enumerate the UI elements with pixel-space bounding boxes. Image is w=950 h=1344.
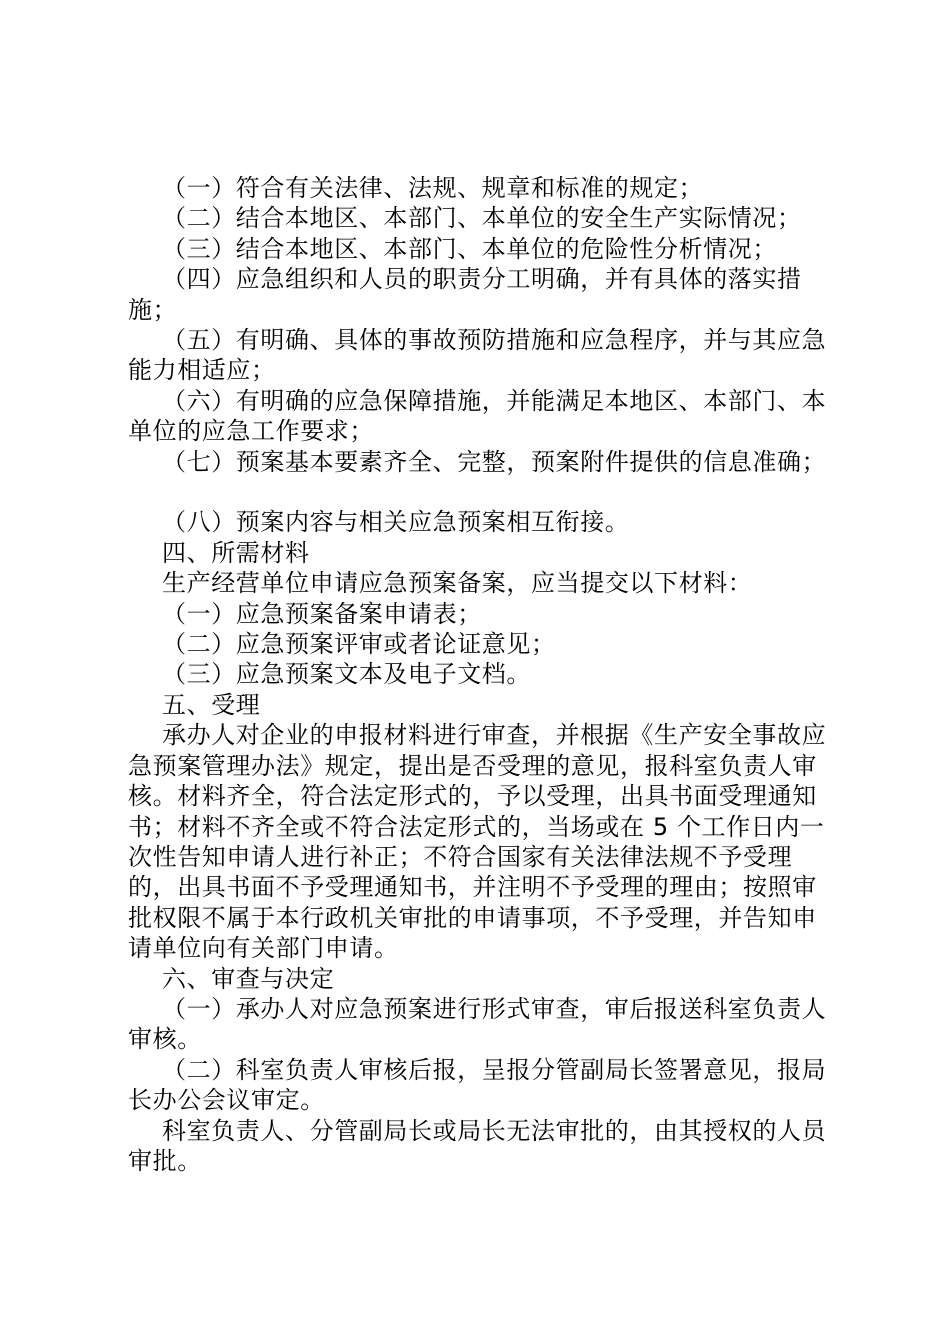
criterion-5: （五）有明确、具体的事故预防措施和应急程序，并与其应急能力相适应； — [128, 326, 827, 385]
blank-line — [128, 477, 828, 507]
criterion-8: （八）预案内容与相关应急预案相互衔接。 — [162, 508, 630, 537]
material-item-2: （二）应急预案评审或者论证意见； — [162, 630, 556, 659]
section-heading-acceptance: 五、受理 — [162, 690, 261, 719]
criterion-4: （四）应急组织和人员的职责分工明确，并有具体的落实措施； — [128, 265, 802, 324]
review-authorization: 科室负责人、分管副局长或局长无法审批的，由其授权的人员审批。 — [128, 1116, 827, 1175]
section-heading-review: 六、审查与决定 — [162, 964, 335, 993]
review-item-1: （一）承办人对应急预案进行形式审查，审后报送科室负责人审核。 — [128, 994, 827, 1054]
criterion-7: （七）预案基本要素齐全、完整，预案附件提供的信息准确； — [162, 447, 827, 476]
criterion-3: （三）结合本地区、本部门、本单位的危险性分析情况； — [162, 234, 777, 263]
review-item-2: （二）科室负责人审核后报，呈报分管副局长签署意见，报局长办公会议审定。 — [128, 1055, 827, 1115]
material-item-1: （一）应急预案备案申请表； — [162, 599, 482, 628]
acceptance-paragraph: 承办人对企业的申报材料进行审查，并根据《生产安全事故应急预案管理办法》规定，提出是否受理的意见，报科室负责人审核。材料齐全，符合法定形式的，予以受理，出具书面受理通知书；材料不齐全或不符合法定形式的，当场或在 5 个工作日内一次性告知申请人进行补正；不符合国家有关法律法规不予受理的，出具书面不予受理通知书，并注明不予受理的理由；按照审批权限不属于本行政机关审批的申请事项，不予受理，并告知申请单位向有关部门申请。 — [128, 721, 827, 963]
criterion-2: （二）结合本地区、本部门、本单位的安全生产实际情况； — [162, 204, 802, 233]
materials-intro: 生产经营单位申请应急预案备案，应当提交以下材料： — [162, 569, 753, 598]
section-heading-materials: 四、所需材料 — [162, 538, 310, 567]
material-item-3: （三）应急预案文本及电子文档。 — [162, 660, 531, 689]
document-body — [128, 173, 828, 1176]
criterion-6: （六）有明确的应急保障措施，并能满足本地区、本部门、本单位的应急工作要求； — [128, 386, 827, 446]
criterion-1: （一）符合有关法律、法规、规章和标准的规定； — [162, 174, 704, 202]
